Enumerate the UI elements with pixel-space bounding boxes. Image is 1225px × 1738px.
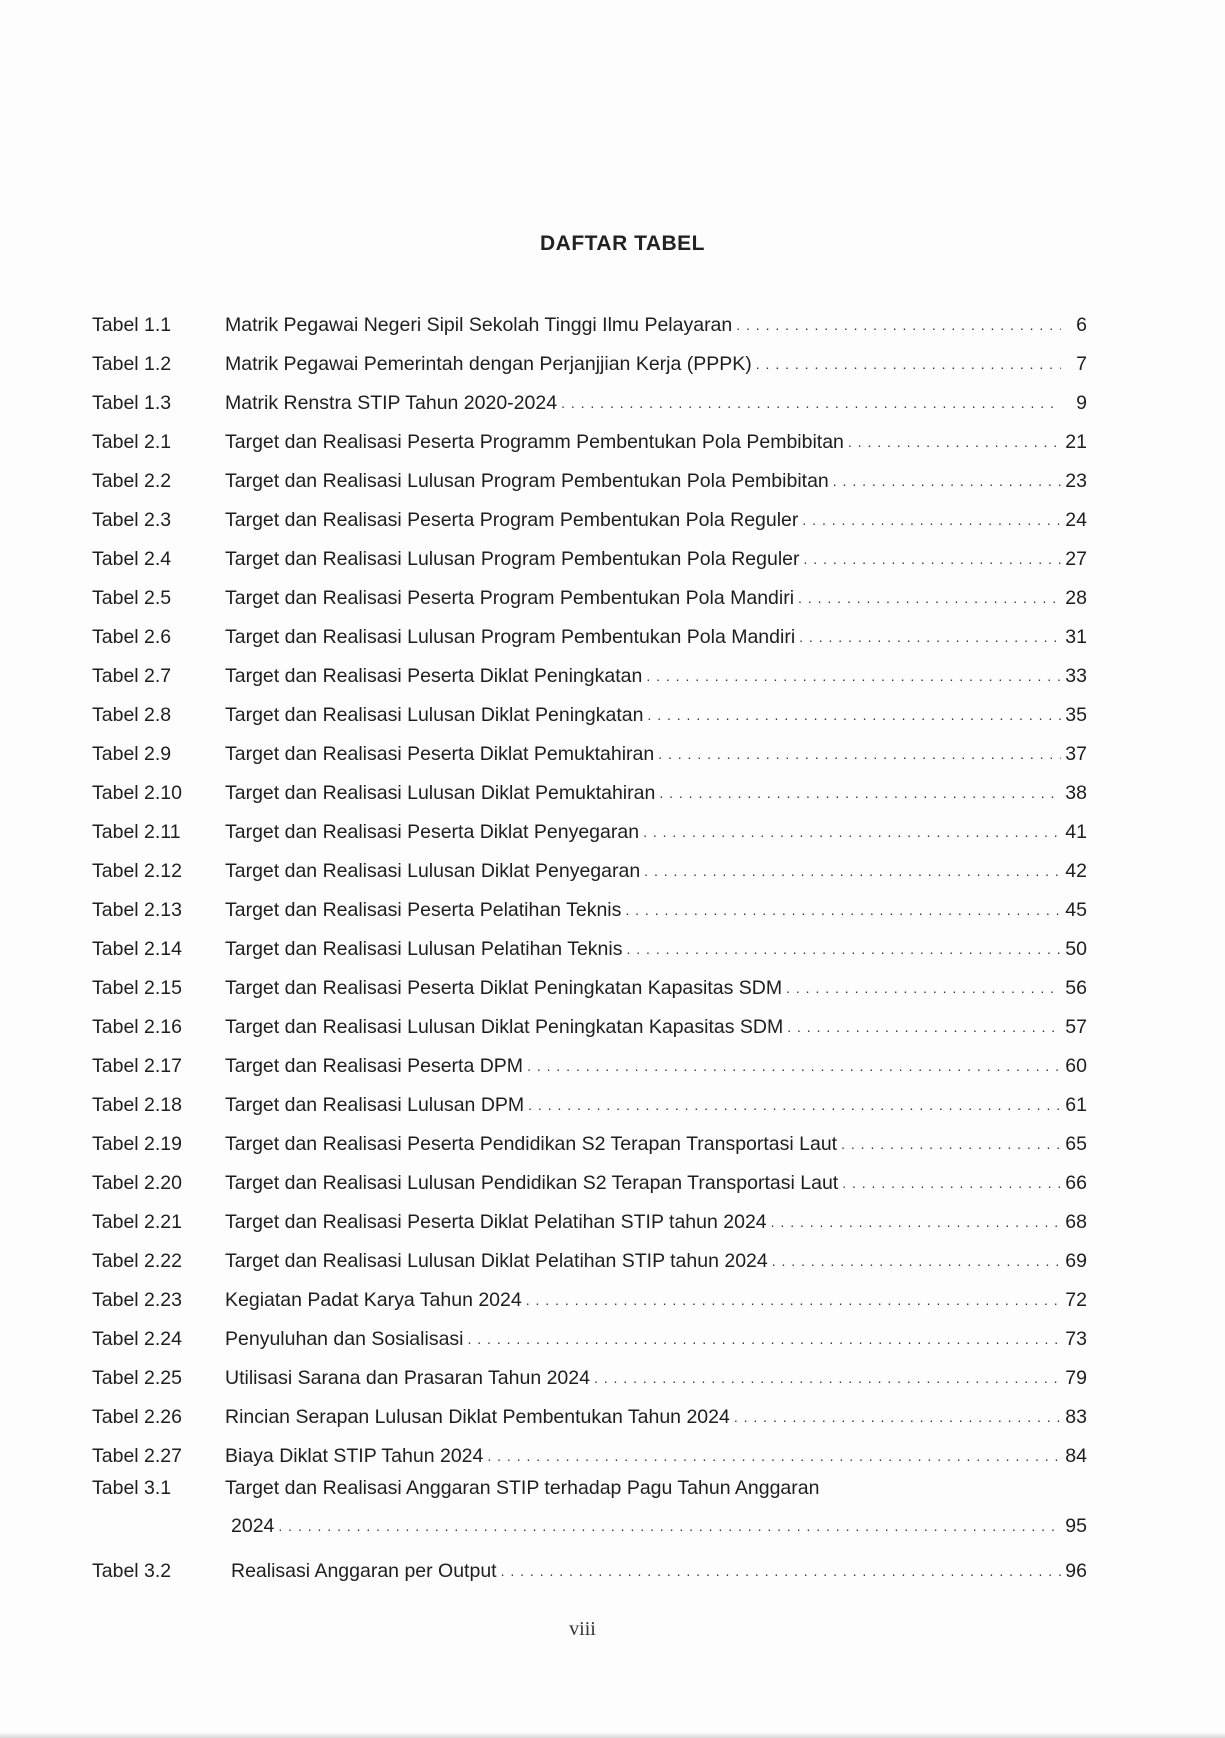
dot-leader: [487, 1444, 1061, 1468]
toc-entry-label: Tabel 2.16: [92, 1016, 182, 1038]
toc-entry[interactable]: [92, 1039, 1087, 1078]
toc-entry-label: Tabel 2.10: [92, 782, 182, 804]
toc-entry-page: 21: [1065, 431, 1087, 453]
dot-leader: [734, 1405, 1061, 1429]
toc-entry-title: Target dan Realisasi Lulusan Program Pembentukan Pola Reguler: [225, 548, 800, 570]
toc-entry-body: [225, 1054, 1087, 1078]
toc-entry-title: Rincian Serapan Lulusan Diklat Pembentukan Tahun 2024: [225, 1406, 730, 1428]
toc-entry[interactable]: [92, 1390, 1087, 1429]
toc-entry-title: Utilisasi Sarana dan Prasaran Tahun 2024: [225, 1367, 590, 1389]
toc-entry[interactable]: [92, 1156, 1087, 1195]
toc-entry-title: Biaya Diklat STIP Tahun 2024: [225, 1445, 484, 1467]
toc-entry-title: Target dan Realisasi Peserta Pendidikan S2 Terapan Transportasi Laut: [225, 1133, 838, 1155]
toc-entry-page: 50: [1065, 938, 1087, 960]
dot-leader: [658, 742, 1061, 766]
toc-entry-title-line1: Target dan Realisasi Anggaran STIP terhadap Pagu Tahun Anggaran: [225, 1477, 820, 1499]
toc-entry-page: 31: [1065, 626, 1087, 648]
toc-entry-label: Tabel 2.1: [92, 431, 172, 453]
toc-entry-title: Target dan Realisasi Peserta DPM: [225, 1055, 524, 1077]
toc-entry-title: Target dan Realisasi Lulusan Diklat Peningkatan Kapasitas SDM: [225, 1016, 784, 1038]
toc-entry-body: [225, 1444, 1087, 1468]
dot-leader: [842, 1171, 1061, 1195]
toc-entry-body: [225, 469, 1087, 493]
dot-leader: [561, 391, 1061, 415]
toc-entry[interactable]: [92, 1000, 1087, 1039]
toc-entry-page: 61: [1065, 1094, 1087, 1116]
toc-entry-body: [225, 1132, 1087, 1156]
toc-entry-page: 96: [1065, 1560, 1087, 1582]
toc-entry-page: 33: [1065, 665, 1087, 687]
toc-entry-body: [225, 1288, 1087, 1312]
toc-entry-label: Tabel 2.25: [92, 1367, 182, 1389]
toc-entry[interactable]: [92, 493, 1087, 532]
toc-entry-label: Tabel 2.9: [92, 743, 172, 765]
dot-leader: [528, 1093, 1061, 1117]
toc-entry-page: 23: [1065, 470, 1087, 492]
toc-entry[interactable]: [92, 766, 1087, 805]
toc-entry-page: 66: [1065, 1172, 1087, 1194]
toc-entry-page: 73: [1065, 1328, 1087, 1350]
toc-rows: [92, 298, 1087, 1468]
toc-entry-page: 24: [1065, 509, 1087, 531]
toc-entry[interactable]: [92, 337, 1087, 376]
toc-entry-label: Tabel 2.18: [92, 1094, 182, 1116]
toc-entry-body: [225, 976, 1087, 1000]
toc-entry-label: Tabel 2.19: [92, 1133, 182, 1155]
toc-entry[interactable]: [92, 844, 1087, 883]
toc-entry-label: Tabel 1.1: [92, 314, 172, 336]
toc-entry-page: 9: [1076, 392, 1087, 414]
toc-entry[interactable]: [92, 961, 1087, 1000]
page-title: DAFTAR TABEL: [539, 232, 706, 255]
scan-edge: [0, 1732, 1225, 1738]
toc-entry[interactable]: [92, 805, 1087, 844]
toc-entry[interactable]: [92, 415, 1087, 454]
toc-entry-page: 27: [1065, 548, 1087, 570]
toc-entry-body: [225, 703, 1087, 727]
toc-entry[interactable]: [92, 688, 1087, 727]
toc-entry[interactable]: [92, 532, 1087, 571]
toc-entry-title: Target dan Realisasi Peserta Program Pembentukan Pola Reguler: [225, 509, 799, 531]
toc-entry-label: Tabel 2.5: [92, 587, 172, 609]
toc-entry-label: Tabel 2.13: [92, 899, 182, 921]
toc-entry-body: [225, 547, 1087, 571]
toc-entry-title: Matrik Renstra STIP Tahun 2020-2024: [225, 392, 558, 414]
toc-entry-page: 38: [1065, 782, 1087, 804]
toc-entry-title: Target dan Realisasi Lulusan Pendidikan S2 Terapan Transportasi Laut: [225, 1172, 839, 1194]
toc-entry-title: Target dan Realisasi Peserta Diklat Peningkatan Kapasitas SDM: [225, 977, 783, 999]
toc-entry-body: [225, 1476, 1087, 1538]
toc-entry-page: 37: [1065, 743, 1087, 765]
dot-leader: [644, 859, 1061, 883]
toc-entry[interactable]: [92, 1117, 1087, 1156]
toc-entry-label: Tabel 2.27: [92, 1445, 182, 1467]
toc-entry-title: Target dan Realisasi Lulusan Diklat Pelatihan STIP tahun 2024: [225, 1250, 768, 1272]
dot-leader: [787, 1015, 1061, 1039]
toc-entry-page: 41: [1065, 821, 1087, 843]
dot-leader: [771, 1210, 1061, 1234]
dot-leader: [278, 1514, 1061, 1538]
toc-entry-page: 6: [1076, 314, 1087, 336]
dot-leader: [848, 430, 1061, 454]
toc-entry-title: Realisasi Anggaran per Output: [231, 1560, 497, 1582]
toc-entry-title: Matrik Pegawai Negeri Sipil Sekolah Tinggi Ilmu Pelayaran: [225, 314, 733, 336]
page-number-footer: viii: [569, 1618, 596, 1640]
toc-entry-title: Penyuluhan dan Sosialisasi: [225, 1328, 464, 1350]
toc-entry-body: [225, 391, 1087, 415]
toc-entry[interactable]: [92, 571, 1087, 610]
dot-leader: [736, 313, 1061, 337]
toc-entry[interactable]: [92, 1234, 1087, 1273]
toc-entry-body: [225, 1405, 1087, 1429]
toc-entry-body: [225, 781, 1087, 805]
toc-entry-label: Tabel 2.2: [92, 470, 172, 492]
toc-entry[interactable]: [92, 454, 1087, 493]
toc-entry-title: Target dan Realisasi Lulusan DPM: [225, 1094, 525, 1116]
dot-leader: [786, 976, 1061, 1000]
dot-leader: [527, 1054, 1061, 1078]
toc-entry-3-2[interactable]: [92, 1544, 1087, 1583]
dot-leader: [468, 1327, 1062, 1351]
toc-entry-title: Target dan Realisasi Lulusan Diklat Peningkatan: [225, 704, 644, 726]
dot-leader: [841, 1132, 1061, 1156]
toc-entry-page: 72: [1065, 1289, 1087, 1311]
toc-entry-page: 45: [1065, 899, 1087, 921]
toc-entry-label: Tabel 2.26: [92, 1406, 182, 1428]
toc-entry-body: [225, 352, 1087, 376]
toc-entry-body: [225, 508, 1087, 532]
toc-entry-title: Target dan Realisasi Lulusan Diklat Penyegaran: [225, 860, 641, 882]
toc-entry-label: Tabel 1.3: [92, 392, 172, 414]
toc-entry-label: Tabel 2.23: [92, 1289, 182, 1311]
toc-entry-label: Tabel 2.22: [92, 1250, 182, 1272]
dot-leader: [802, 508, 1061, 532]
toc-entry-body: [225, 1171, 1087, 1195]
dot-leader: [799, 625, 1061, 649]
toc-entry-title-line2: 2024: [231, 1515, 275, 1537]
toc-entry-label: Tabel 2.11: [92, 821, 181, 843]
toc-entry-page: 42: [1065, 860, 1087, 882]
toc-entry-body: [225, 1249, 1087, 1273]
toc-entry-title: Target dan Realisasi Lulusan Program Pembentukan Pola Pembibitan: [225, 470, 829, 492]
toc-entry[interactable]: [92, 883, 1087, 922]
toc-entry-page: 57: [1065, 1016, 1087, 1038]
toc-entry-label: Tabel 1.2: [92, 353, 172, 375]
toc-entry-label: Tabel 3.2: [92, 1560, 172, 1582]
table-of-tables: [92, 298, 1087, 1583]
toc-entry-title: Target dan Realisasi Peserta Pelatihan Teknis: [225, 899, 622, 921]
toc-entry-title: Matrik Pegawai Pemerintah dengan Perjanjjian Kerja (PPPK): [225, 353, 752, 375]
dot-leader: [798, 586, 1061, 610]
toc-entry-body: [225, 859, 1087, 883]
toc-entry-label: Tabel 2.8: [92, 704, 172, 726]
dot-leader: [625, 898, 1061, 922]
toc-entry[interactable]: [92, 1273, 1087, 1312]
toc-entry-body: [225, 1559, 1087, 1583]
toc-entry-label: Tabel 2.12: [92, 860, 182, 882]
toc-entry-body: [225, 430, 1087, 454]
toc-entry-body: [225, 937, 1087, 961]
dot-leader: [626, 937, 1061, 961]
toc-entry[interactable]: [92, 376, 1087, 415]
toc-entry-page: 28: [1065, 587, 1087, 609]
toc-entry-page: 68: [1065, 1211, 1087, 1233]
toc-entry-body: [225, 1327, 1087, 1351]
toc-entry-title: Target dan Realisasi Lulusan Program Pembentukan Pola Mandiri: [225, 626, 796, 648]
toc-entry[interactable]: [92, 298, 1087, 337]
toc-entry[interactable]: [92, 1312, 1087, 1351]
toc-entry-title: Target dan Realisasi Peserta Diklat Penyegaran: [225, 821, 640, 843]
toc-entry-page: 35: [1065, 704, 1087, 726]
dot-leader: [804, 547, 1062, 571]
dot-leader: [526, 1288, 1061, 1312]
toc-entry-page: 95: [1065, 1515, 1087, 1537]
toc-entry-body: [225, 313, 1087, 337]
toc-entry-label: Tabel 2.20: [92, 1172, 182, 1194]
toc-entry-label: Tabel 2.21: [92, 1211, 182, 1233]
toc-entry-line2: [225, 1514, 1087, 1538]
toc-entry-body: [225, 742, 1087, 766]
toc-entry-label: Tabel 2.6: [92, 626, 172, 648]
toc-entry[interactable]: [92, 1195, 1087, 1234]
toc-entry-body: [225, 1366, 1087, 1390]
toc-entry-page: 65: [1065, 1133, 1087, 1155]
dot-leader: [643, 820, 1061, 844]
toc-entry-title: Target dan Realisasi Peserta Diklat Peningkatan: [225, 665, 643, 687]
toc-entry-label: Tabel 3.1: [92, 1477, 172, 1499]
toc-entry[interactable]: [92, 1078, 1087, 1117]
toc-entry[interactable]: [92, 727, 1087, 766]
toc-entry-page: 56: [1065, 977, 1087, 999]
toc-entry-label: Tabel 2.3: [92, 509, 172, 531]
toc-entry-3-1[interactable]: [92, 1468, 1087, 1544]
toc-entry-body: [225, 1015, 1087, 1039]
toc-entry-page: 84: [1065, 1445, 1087, 1467]
toc-entry-page: 60: [1065, 1055, 1087, 1077]
toc-entry-body: [225, 586, 1087, 610]
toc-entry[interactable]: [92, 1429, 1087, 1468]
dot-leader: [833, 469, 1061, 493]
toc-entry[interactable]: [92, 649, 1087, 688]
toc-entry-body: [225, 820, 1087, 844]
dot-leader: [646, 664, 1061, 688]
toc-entry-label: Tabel 2.24: [92, 1328, 182, 1350]
toc-entry-label: Tabel 2.17: [92, 1055, 182, 1077]
dot-leader: [647, 703, 1061, 727]
dot-leader: [756, 352, 1061, 376]
toc-entry-body: [225, 664, 1087, 688]
toc-entry[interactable]: [92, 1351, 1087, 1390]
toc-entry-title: Target dan Realisasi Peserta Diklat Pelatihan STIP tahun 2024: [225, 1211, 767, 1233]
toc-entry-page: 7: [1076, 353, 1087, 375]
toc-entry-page: 83: [1065, 1406, 1087, 1428]
dot-leader: [772, 1249, 1061, 1273]
toc-entry-body: [225, 1093, 1087, 1117]
dot-leader: [501, 1559, 1061, 1583]
toc-entry-label: Tabel 2.14: [92, 938, 182, 960]
toc-entry-body: [225, 1210, 1087, 1234]
toc-entry-page: 79: [1065, 1367, 1087, 1389]
toc-entry-title: Target dan Realisasi Peserta Programm Pembentukan Pola Pembibitan: [225, 431, 844, 453]
toc-entry-title: Target dan Realisasi Peserta Program Pembentukan Pola Mandiri: [225, 587, 795, 609]
toc-entry-title: Kegiatan Padat Karya Tahun 2024: [225, 1289, 522, 1311]
dot-leader: [594, 1366, 1061, 1390]
toc-entry-label: Tabel 2.4: [92, 548, 172, 570]
toc-entry-title: Target dan Realisasi Lulusan Pelatihan Teknis: [225, 938, 623, 960]
toc-entry-title: Target dan Realisasi Peserta Diklat Pemuktahiran: [225, 743, 655, 765]
toc-entry-body: [225, 625, 1087, 649]
toc-entry-body: [225, 898, 1087, 922]
dot-leader: [659, 781, 1061, 805]
toc-entry[interactable]: [92, 610, 1087, 649]
toc-entry-label: Tabel 2.7: [92, 665, 172, 687]
toc-entry-page: 69: [1065, 1250, 1087, 1272]
toc-entry-title: Target dan Realisasi Lulusan Diklat Pemuktahiran: [225, 782, 656, 804]
toc-entry[interactable]: [92, 922, 1087, 961]
toc-entry-label: Tabel 2.15: [92, 977, 182, 999]
